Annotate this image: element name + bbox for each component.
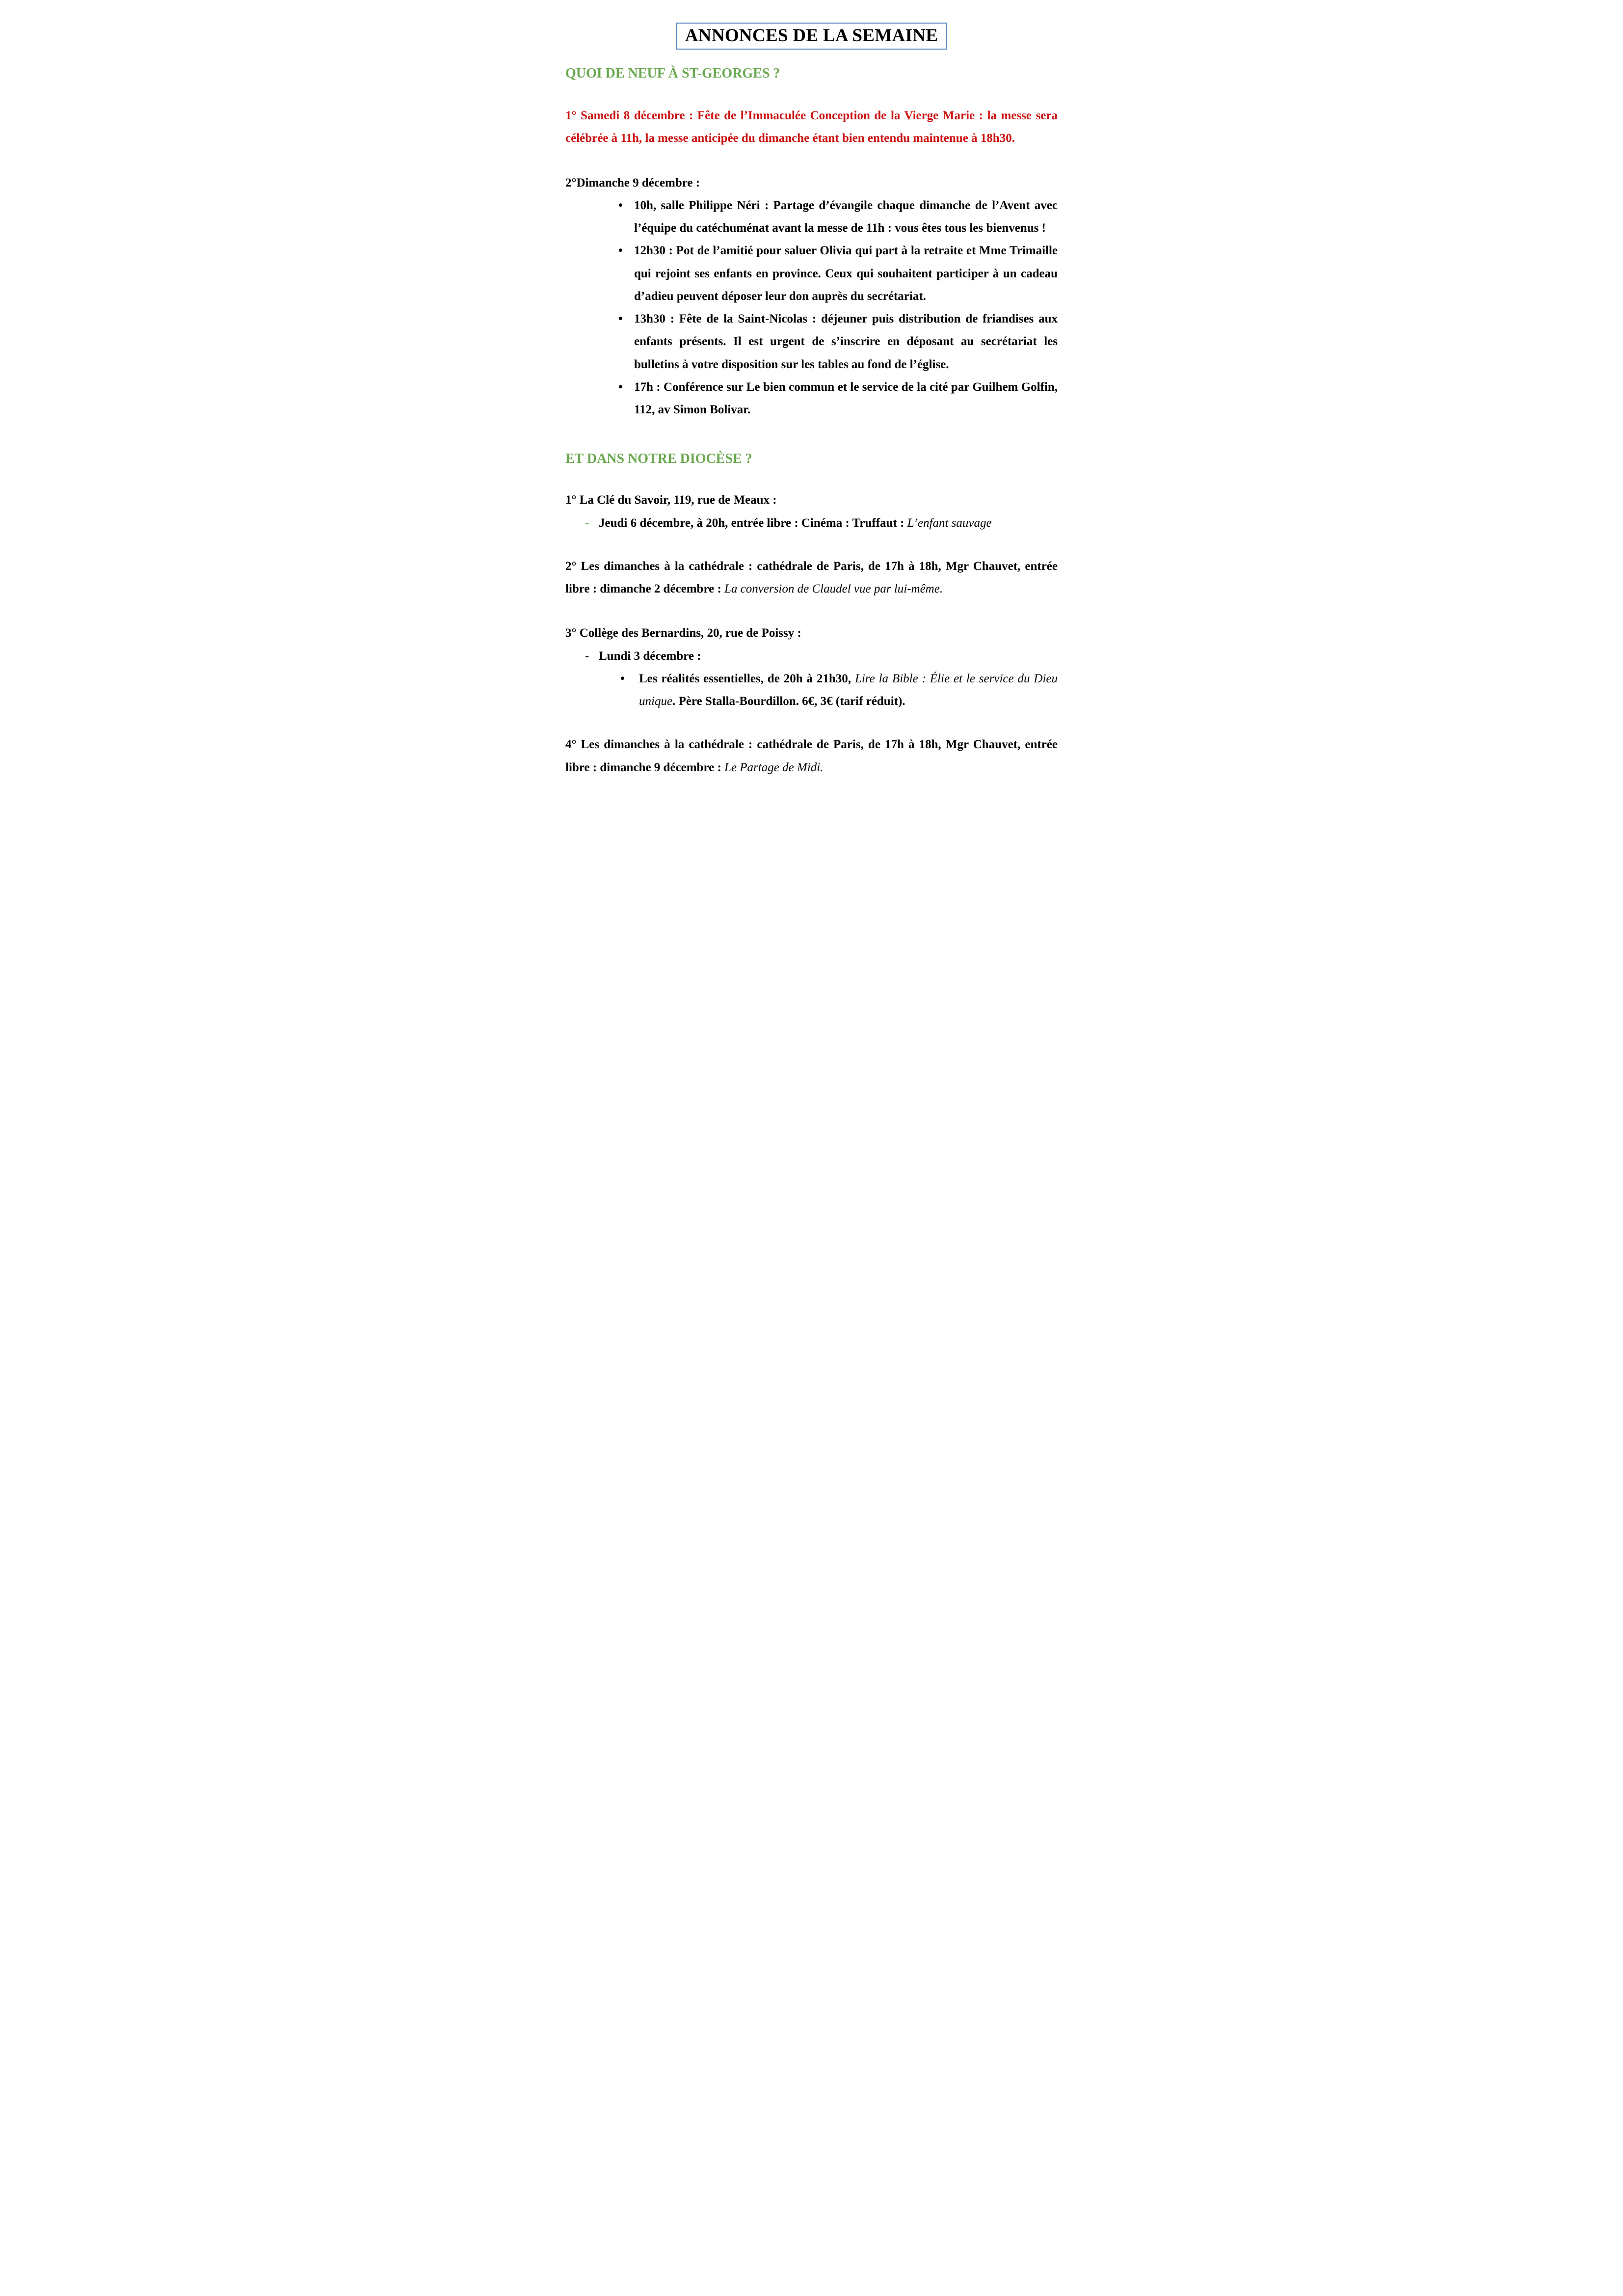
event-title: La conversion de Claudel vue par lui-même. — [724, 582, 943, 595]
sunday-schedule-list — [565, 194, 1058, 422]
list-item-text: 12h30 : Pot de l’amitié pour saluer Olivia qui part à la retraite et Mme Trimaille qui rejoint ses enfants en province. Ceux qui souhaitent participer à un cadeau d’adieu peuvent déposer leur don auprès du secrétariat. — [634, 244, 1058, 303]
heading-quoi-de-neuf: QUOI DE NEUF À ST-GEORGES ? — [565, 66, 780, 81]
event-title: Lire la Bible : Élie et le service du Dieu unique — [639, 672, 1058, 708]
event-text: Jeudi 6 décembre, à 20h, entrée libre : Cinéma : Truffaut : — [599, 516, 907, 530]
event-text: 4° Les dimanches à la cathédrale : cathédrale de Paris, de 17h à 18h, Mgr Chauvet, entrée libre : dimanche 9 décembre : — [565, 738, 1058, 774]
bullet-icon: • — [620, 672, 625, 685]
event-text: Les réalités essentielles, de 20h à 21h30, — [639, 672, 855, 685]
dash-icon: - — [585, 516, 589, 530]
event-title: L’enfant sauvage — [907, 516, 992, 530]
bullet-icon: • — [618, 380, 623, 394]
list-item-13h30 — [565, 308, 1058, 376]
event-text: 2° Les dimanches à la cathédrale : cathédrale de Paris, de 17h à 18h, Mgr Chauvet, entrée libre : dimanche 2 décembre : — [565, 559, 1058, 595]
title-box — [676, 23, 947, 50]
para-dimanches-cathedrale-2-dec — [565, 555, 1058, 601]
list-item-12h30 — [565, 240, 1058, 308]
para-dimanches-cathedrale-9-dec — [565, 733, 1058, 779]
event-title: Le Partage de Midi. — [724, 760, 824, 774]
bullet-icon: • — [618, 312, 623, 325]
event-text-2: . Père Stalla-Bourdillon. 6€, 3€ (tarif réduit). — [672, 695, 905, 708]
document-page — [541, 0, 1082, 848]
label-dimanche-9-decembre: 2°Dimanche 9 décembre : — [565, 176, 700, 189]
list-item-lundi-3-decembre — [565, 645, 1058, 668]
list-item-text: 17h : Conférence sur Le bien commun et le service de la cité par Guilhem Golfin, 112, av Simon Bolivar. — [634, 380, 1058, 416]
heading-et-dans-notre-diocese: ET DANS NOTRE DIOCÈSE ? — [565, 451, 752, 467]
label-college-bernardins: 3° Collège des Bernardins, 20, rue de Poissy : — [565, 626, 801, 640]
list-item-text: 10h, salle Philippe Néri : Partage d’évangile chaque dimanche de l’Avent avec l’équipe du catéchuménat avant la messe de 11h : vous êtes tous les bienvenus ! — [634, 198, 1058, 235]
list-item-text: 13h30 : Fête de la Saint-Nicolas : déjeuner puis distribution de friandises aux enfants présents. Il est urgent de s’inscrire en déposant au secrétariat les bulletins à votre disposition sur les tables au fond de l’église. — [634, 312, 1058, 371]
bullet-icon: • — [618, 198, 623, 212]
dash-icon: - — [585, 649, 589, 663]
label-cle-du-savoir: 1° La Clé du Savoir, 119, rue de Meaux : — [565, 493, 777, 507]
list-item-10h — [565, 194, 1058, 240]
date-label: Lundi 3 décembre : — [599, 649, 701, 663]
list-item-jeudi-6-decembre — [565, 512, 1058, 535]
document-title: ANNONCES DE LA SEMAINE — [685, 26, 938, 46]
list-item-realites-essentielles — [565, 668, 1058, 713]
list-item-17h — [565, 376, 1058, 422]
title-row — [565, 23, 1058, 50]
bullet-icon: • — [618, 244, 623, 258]
announcement-immaculee-conception: 1° Samedi 8 décembre : Fête de l’Immaculée Conception de la Vierge Marie : la messe sera célébrée à 11h, la messe anticipée du dimanche étant bien entendu maintenue à 18h30. — [565, 109, 1058, 145]
